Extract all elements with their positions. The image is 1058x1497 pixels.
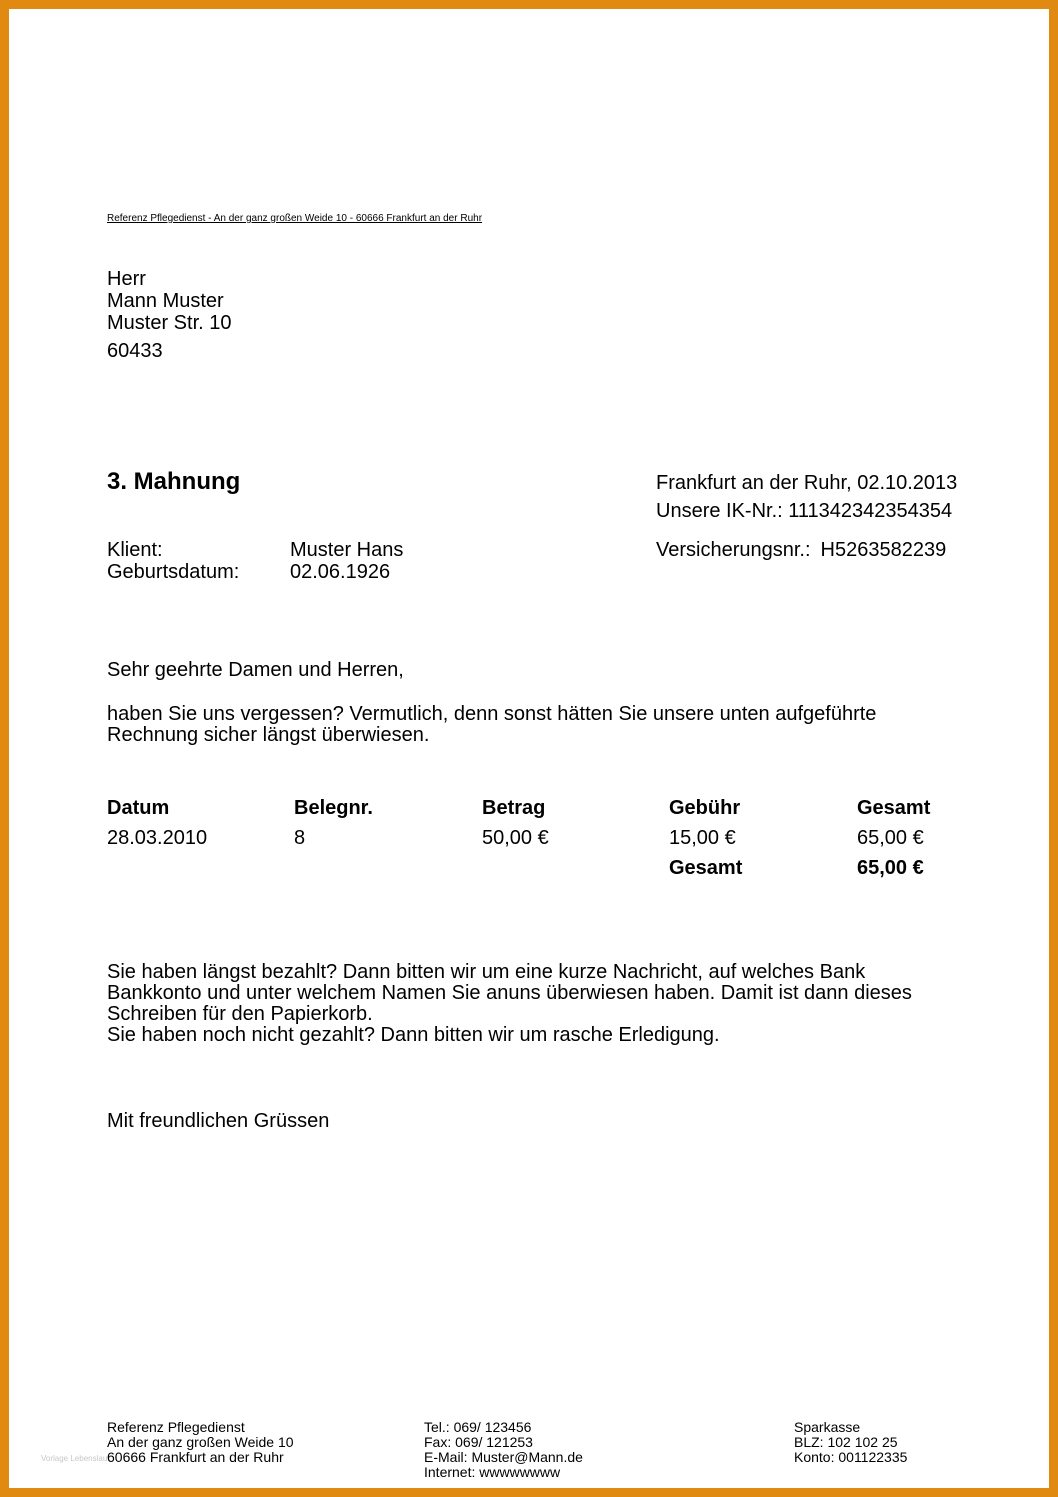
header-betrag: Betrag: [482, 797, 546, 819]
footer-line: E-Mail: Muster@Mann.de: [424, 1449, 583, 1465]
total-label: Gesamt: [669, 857, 743, 879]
footer-line: Fax: 069/ 121253: [424, 1434, 533, 1450]
footer-line: Konto: 001122335: [794, 1449, 908, 1465]
table-total-row: [107, 857, 987, 887]
footer-line: Referenz Pflegedienst: [107, 1419, 245, 1435]
letter-title: 3. Mahnung: [107, 468, 241, 495]
recipient-salutation: Herr: [107, 268, 146, 290]
recipient-street: Muster Str. 10: [107, 312, 232, 334]
closing-paragraph: [107, 962, 987, 1046]
insurance-number: [656, 539, 946, 562]
closing-line: Sie haben noch nicht gezahlt? Dann bitten wir um rasche Erledigung.: [107, 1024, 720, 1046]
footer-line: BLZ: 102 102 25: [794, 1434, 898, 1450]
intro-line: Rechnung sicher längst überwiesen.: [107, 724, 430, 746]
recipient-name: Mann Muster: [107, 290, 224, 312]
recipient-address: [107, 268, 232, 362]
header-gebuehr: Gebühr: [669, 797, 741, 819]
date-reference-block: [656, 469, 957, 525]
cell-belegnr: 8: [294, 827, 306, 849]
footer-company: [107, 1420, 294, 1465]
cell-datum: 28.03.2010: [107, 827, 208, 849]
header-belegnr: Belegnr.: [294, 797, 373, 819]
greeting: Sehr geehrte Damen und Herren,: [107, 659, 404, 681]
regards: Mit freundlichen Grüssen: [107, 1110, 330, 1132]
cell-betrag: 50,00 €: [482, 827, 549, 849]
footer-contact: [424, 1420, 583, 1480]
cell-gebuehr: 15,00 €: [669, 827, 736, 849]
closing-line: Bankkonto und unter welchem Namen Sie anuns überwiesen haben. Damit ist dann dieses: [107, 982, 912, 1004]
cell-gesamt: 65,00 €: [857, 827, 924, 849]
client-label: Klient:: [107, 539, 163, 561]
sender-return-line: Referenz Pflegedienst - An der ganz großen Weide 10 - 60666 Frankfurt an der Ruhr: [107, 213, 483, 224]
insurance-value: H5263582239: [820, 539, 947, 561]
header-gesamt: Gesamt: [857, 797, 931, 819]
intro-line: haben Sie uns vergessen? Vermutlich, denn sonst hätten Sie unsere unten aufgeführte: [107, 703, 877, 725]
birthdate-value: 02.06.1926: [290, 561, 391, 583]
footer-bank: [794, 1420, 907, 1465]
recipient-zip: 60433: [107, 340, 163, 362]
footer-line: Internet: wwwwwwww: [424, 1464, 561, 1480]
ik-number: Unsere IK-Nr.: 111342342354354: [656, 500, 953, 522]
table-row: [107, 827, 987, 857]
table-header-row: [107, 797, 987, 827]
footer-line: An der ganz großen Weide 10: [107, 1434, 294, 1450]
closing-line: Schreiben für den Papierkorb.: [107, 1003, 373, 1025]
insurance-label: Versicherungsnr.:: [656, 539, 811, 561]
closing-line: Sie haben längst bezahlt? Dann bitten wir um eine kurze Nachricht, auf welches Bank: [107, 961, 866, 983]
birthdate-label: Geburtsdatum:: [107, 561, 240, 583]
place-date: Frankfurt an der Ruhr, 02.10.2013: [656, 472, 958, 494]
footer-line: 60666 Frankfurt an der Ruhr: [107, 1449, 284, 1465]
total-value: 65,00 €: [857, 857, 924, 879]
client-info: [107, 539, 403, 583]
watermark: Vorlage Lebenslauf: [41, 1454, 110, 1463]
footer-line: Sparkasse: [794, 1419, 861, 1435]
client-value: Muster Hans: [290, 539, 404, 561]
invoice-table: [107, 797, 987, 887]
intro-paragraph: [107, 704, 987, 746]
header-datum: Datum: [107, 797, 170, 819]
footer-line: Tel.: 069/ 123456: [424, 1419, 532, 1435]
